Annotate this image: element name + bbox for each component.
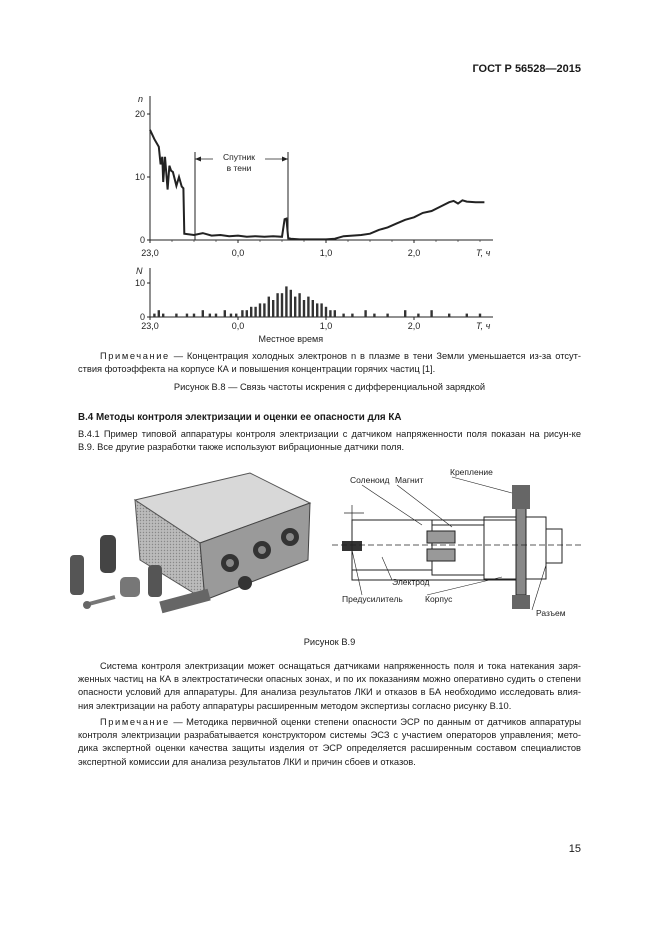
bar [186, 314, 188, 317]
label-housing: Корпус [425, 594, 453, 604]
x-tick-label: 2,0 [407, 321, 421, 331]
bar [334, 310, 336, 317]
bar [268, 297, 270, 317]
note2-text: — Методика первичной оценки степени опасности ЭСР по данным от датчиков аппаратуры контроля электризации разрабатывается конструктором системы ЭСЗ с участием операторов управления; мето-дика экспертной оценки качества защиты изделия от ЭСР определяется расширенным составом специалистов экспертной комиссии для анализа результатов ЛКИ и причин сбоев и отказов. [78, 717, 581, 767]
y-tick-label: 0 [139, 312, 145, 322]
bar [259, 303, 261, 317]
bar [272, 300, 274, 317]
bar [351, 314, 353, 317]
bar [303, 300, 305, 317]
note1 [78, 350, 581, 376]
bar [230, 314, 232, 317]
bar [285, 286, 287, 317]
label-electrode: Электрод [392, 577, 430, 587]
chart2-axes [136, 266, 493, 317]
device-photo [40, 465, 320, 635]
bar [246, 310, 248, 317]
bar [153, 314, 155, 317]
page-number: 15 [568, 843, 581, 855]
sensor-schematic [322, 465, 592, 625]
bar [254, 307, 256, 317]
bar [276, 293, 278, 317]
bar [417, 314, 419, 317]
figure-b8-caption: Рисунок В.8 — Связь частоты искрения с дифференциальной зарядкой [173, 382, 486, 392]
x-tick-label: 23,0 [141, 321, 159, 331]
bar [307, 297, 309, 317]
bar [325, 307, 327, 317]
series-line-concentration [150, 130, 484, 240]
bar [294, 297, 296, 317]
bar [479, 314, 481, 317]
section-heading: В.4 Методы контроля электризации и оценки ее опасности для КА [78, 412, 402, 423]
bar [373, 314, 375, 317]
bar [158, 310, 160, 317]
bar [290, 290, 292, 317]
x-tick-label: 1,0 [319, 248, 333, 258]
label-solenoid: Соленоид [350, 475, 390, 485]
note1-text: — Концентрация холодных электронов n в плазме в тени Земли уменьшается из-за отсут-ствия фотоэффекта на корпусе КА и повышения концентрации горячих частиц [1]. [78, 351, 581, 375]
paragraph-b41: В.4.1 Пример типовой аппаратуры контроля электризации с датчиком напряженности поля показан на рисун-ке В.9. Все другие разработки также используют вибрационные датчики поля. [78, 429, 581, 453]
bar [386, 314, 388, 317]
y-tick-label: 10 [134, 172, 145, 182]
bar [209, 314, 211, 317]
bar [162, 314, 164, 317]
discharge-frequency-chart [108, 262, 508, 350]
y-tick-label: 0 [139, 235, 145, 245]
annotation-line1: Спутник [222, 152, 256, 162]
bar [466, 314, 468, 317]
x-tick-label: 0,0 [231, 321, 245, 331]
x-tick-label: 0,0 [231, 248, 245, 258]
bar [298, 293, 300, 317]
bar [175, 314, 177, 317]
y-tick-label: 20 [134, 109, 145, 119]
bar [316, 303, 318, 317]
bar [320, 303, 322, 317]
bar [281, 293, 283, 317]
bar [342, 314, 344, 317]
shadow-annotation [195, 151, 288, 240]
bar [263, 303, 265, 317]
bar [404, 310, 406, 317]
chart2-bars [153, 286, 481, 317]
note2-label: Примечание [100, 717, 170, 727]
y-axis-label: n [138, 94, 144, 104]
bar [312, 300, 314, 317]
label-magnet: Магнит [395, 475, 424, 485]
label-preamp: Предусилитель [342, 594, 403, 604]
bottom-label: Местное время [258, 334, 324, 344]
y-axis-label: N [136, 266, 143, 276]
y-tick-label: 10 [134, 278, 145, 288]
note2 [78, 716, 581, 769]
bar [250, 307, 252, 317]
x-tick-label: 2,0 [407, 248, 421, 258]
document-id: ГОСТ Р 56528—2015 [472, 63, 581, 75]
bar [241, 310, 243, 317]
chart1-ticks [135, 109, 491, 258]
bar [430, 310, 432, 317]
bar [193, 314, 195, 317]
electron-concentration-chart [108, 92, 508, 262]
bar [202, 310, 204, 317]
x-tick-label: 1,0 [319, 321, 333, 331]
label-mount: Крепление [450, 467, 493, 477]
annotation-line2: в тени [226, 163, 252, 173]
bar [215, 314, 217, 317]
x-tick-label: 23,0 [141, 248, 159, 258]
figure-b9-caption: Рисунок В.9 [303, 637, 356, 647]
bar [329, 310, 331, 317]
bar [448, 314, 450, 317]
note1-label: Примечание [100, 351, 170, 361]
paragraph-system: Система контроля электризации может оснащаться датчиками напряженность поля и тока натекания заря-женных частиц на КА в электростатически опасных зонах, и по их показаниям можно оперативно судить о степени опасности условий для аппаратуры. Для анализа результатов ЛКИ и отказов в БА необходимо исследовать влия-ния электризации на работу аппаратуры расширенным методом экспертизы согласно рисунку В.10. [78, 661, 581, 711]
chart1-axes [138, 94, 493, 240]
bar [235, 314, 237, 317]
bar [364, 310, 366, 317]
x-axis-label: T, ч [476, 248, 491, 258]
x-axis-label: T, ч [476, 321, 491, 331]
bar [224, 310, 226, 317]
label-connector: Разъем [536, 608, 566, 618]
